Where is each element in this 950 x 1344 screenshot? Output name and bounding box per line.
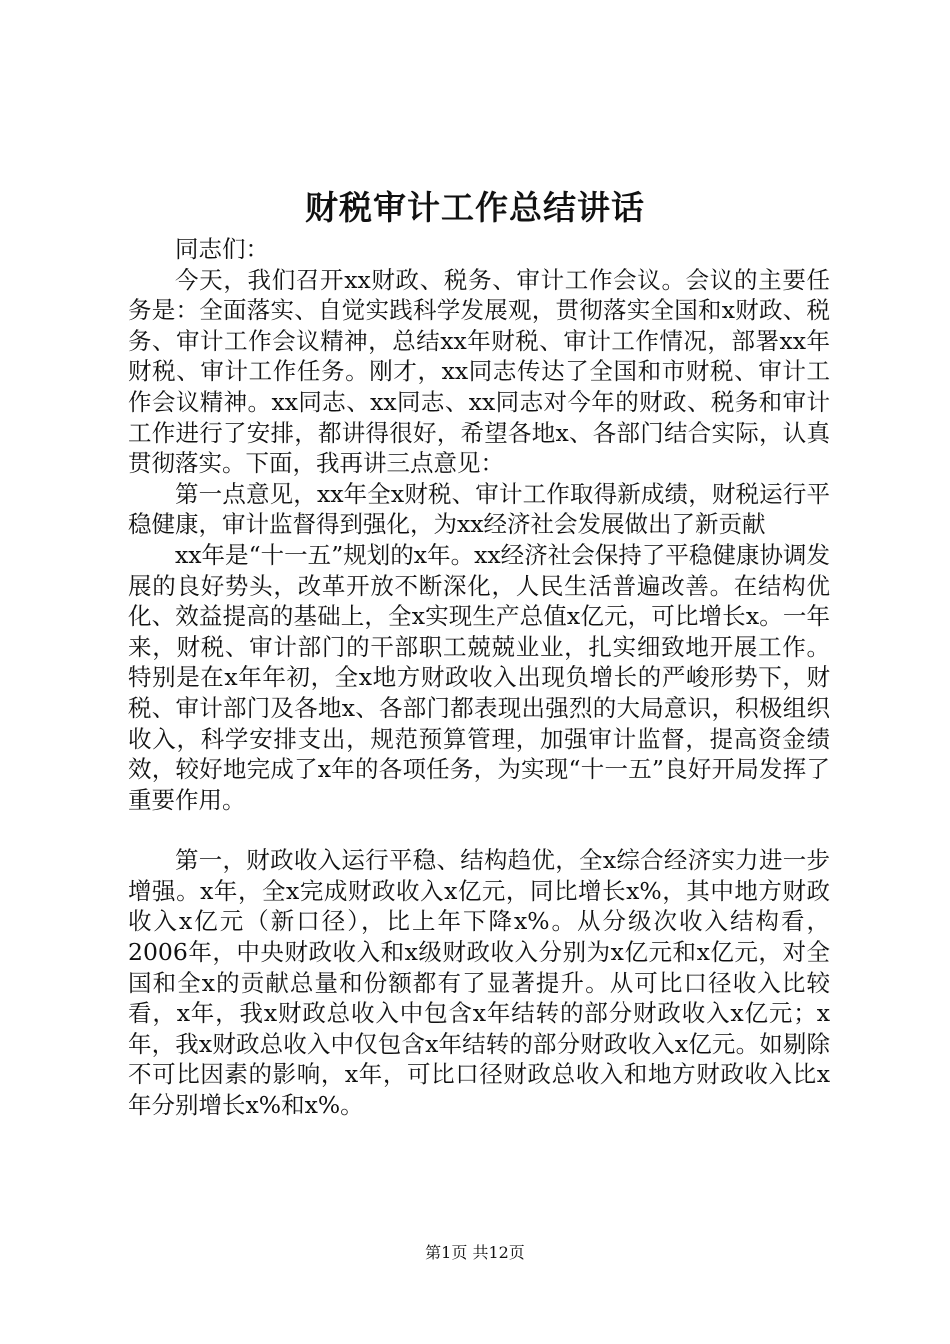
paragraph-intro: 今天，我们召开xx财政、税务、审计工作会议。会议的主要任务是：全面落实、自觉实践科学发展观，贯彻落实全国和x财政、税务、审计工作会议精神，总结xx年财税、审计工作情况，部署xx年财税、审计工作任务。刚才，xx同志传达了全国和市财税、审计工作会议精神。xx同志、xx同志、xx同志对今年的财政、税务和审计工作进行了安排，都讲得很好，希望各地x、各部门结合实际，认真贯彻落实。下面，我再讲三点意见： [128,265,830,478]
paragraph-first-opinion: 第一点意见，xx年全x财税、审计工作取得新成绩，财税运行平稳健康，审计监督得到强化，为xx经济社会发展做出了新贡献 [128,479,830,539]
document-title: 财税审计工作总结讲话 [305,188,645,227]
page-number: 第1页 共12页 [425,1243,525,1262]
document-body [128,234,830,1121]
paragraph-revenue: 第一，财政收入运行平稳、结构趋优，全x综合经济实力进一步增强。x年，全x完成财政收入x亿元，同比增长x%，其中地方财政收入x亿元（新口径），比上年下降x%。从分级次收入结构看，2006年，中央财政收入和x级财政收入分别为x亿元和x亿元，对全国和全x的贡献总量和份额都有了显著提升。从可比口径收入比较看，x年，我x财政总收入中包含x年结转的部分财政收入x亿元；x年，我x财政总收入中仅包含x年结转的部分财政收入x亿元。如剔除不可比因素的影响，x年，可比口径财政总收入和地方财政收入比x年分别增长x%和x%。 [128,846,830,1120]
paragraph-achievements: xx年是“十一五”规划的x年。xx经济社会保持了平稳健康协调发展的良好势头，改革开放不断深化，人民生活普遍改善。在结构优化、效益提高的基础上，全x实现生产总值x亿元，可比增长x。一年来，财税、审计部门的干部职工兢兢业业，扎实细致地开展工作。特别是在x年年初，全x地方财政收入出现负增长的严峻形势下，财税、审计部门及各地x、各部门都表现出强烈的大局意识，积极组织收入，科学安排支出，规范预算管理，加强审计监督，提高资金绩效，较好地完成了x年的各项任务，为实现“十一五”良好开局发挥了重要作用。 [128,540,830,814]
salutation: 同志们： [175,235,269,263]
